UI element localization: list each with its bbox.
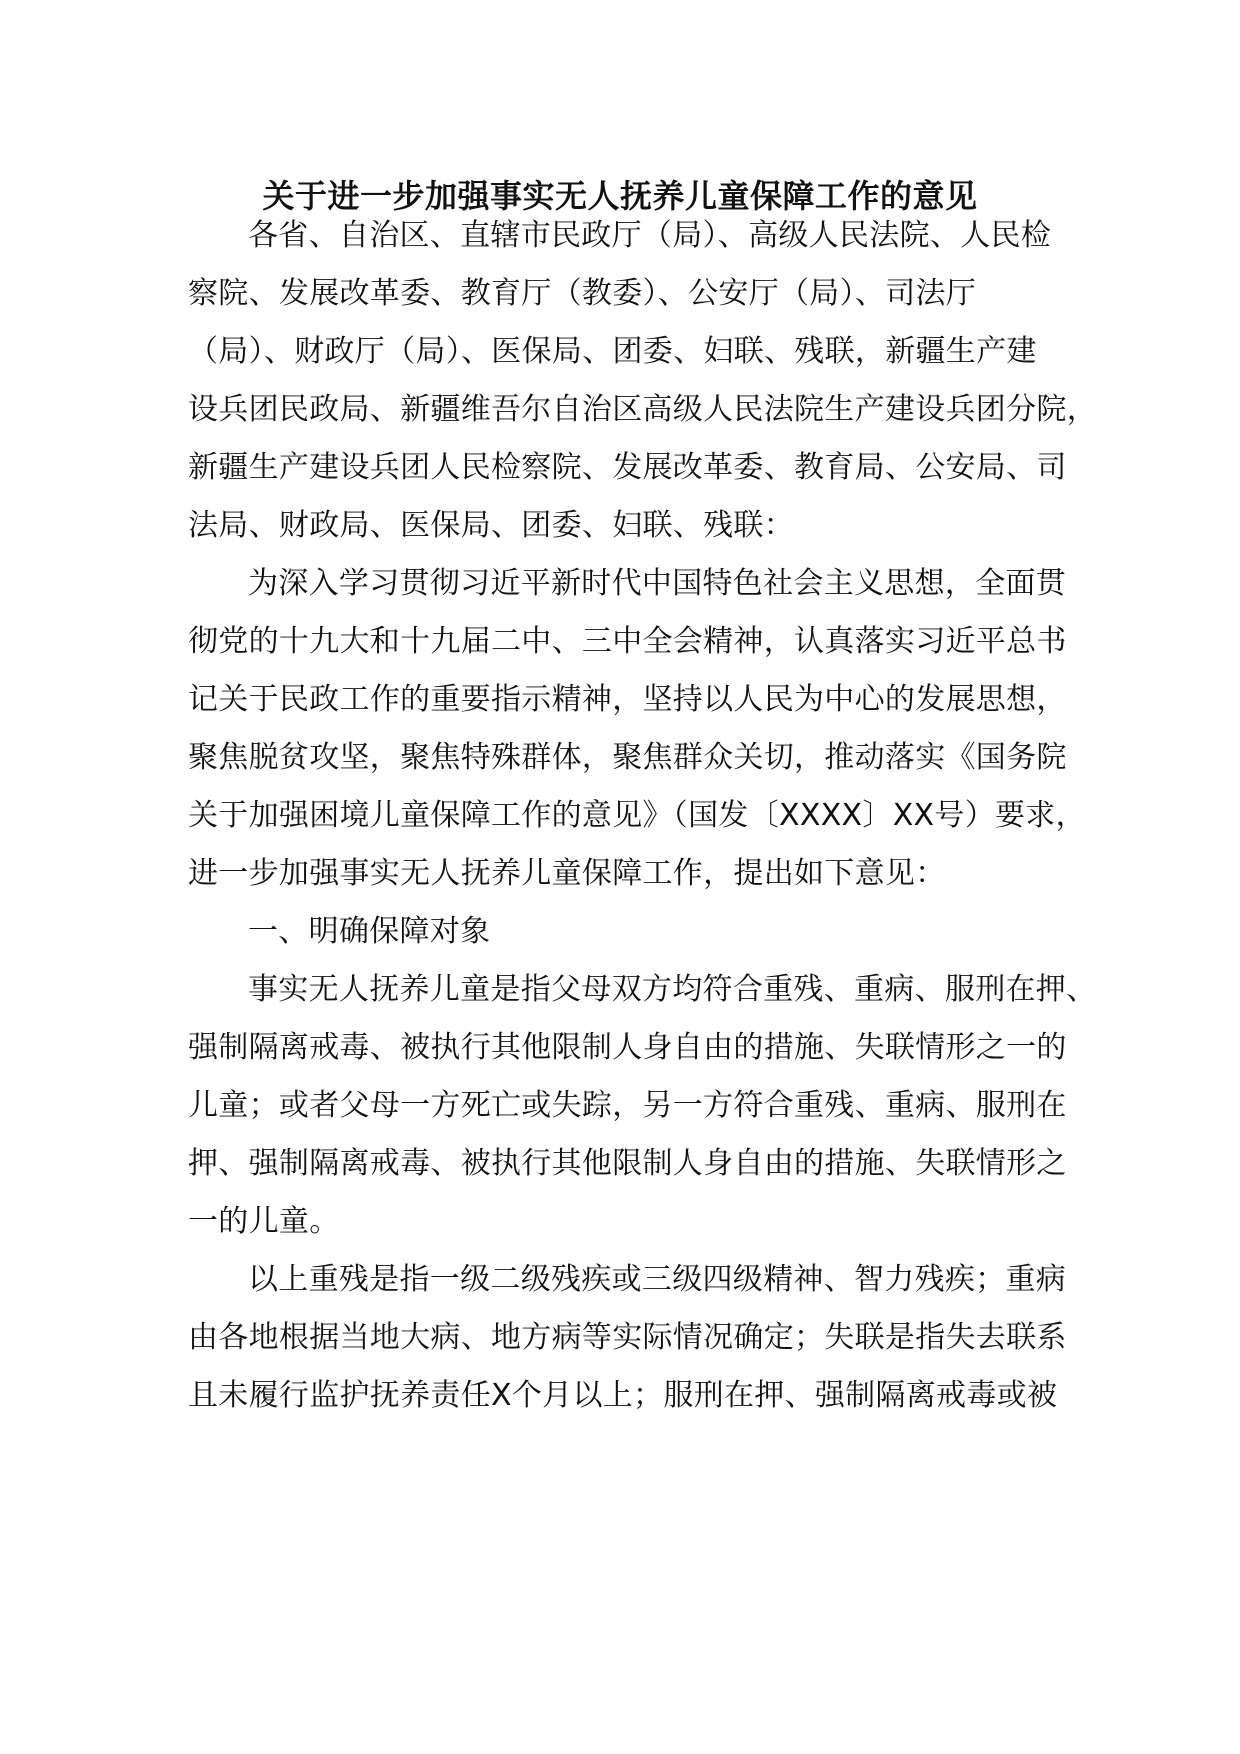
address-line-2: 察院、发展改革委、教育厅（教委）、公安厅（局）、司法厅 bbox=[188, 276, 977, 311]
definition-line-5: 一的儿童。 bbox=[188, 1204, 340, 1239]
address-line-6: 法局、财政局、医保局、团委、妇联、残联： bbox=[188, 508, 794, 543]
definition-line-3: 儿童；或者父母一方死亡或失踪，另一方符合重残、重病、服刑在 bbox=[188, 1088, 1067, 1123]
intro-line-3: 记关于民政工作的重要指示精神，坚持以人民为中心的发展思想， bbox=[188, 682, 1067, 717]
document-title: 关于进一步加强事实无人抚养儿童保障工作的意见 bbox=[262, 177, 978, 215]
intro-line-5: 关于加强困境儿童保障工作的意见》（国发〔XXXX〕XX号）要求， bbox=[188, 798, 1086, 833]
definition-line-2: 强制隔离戒毒、被执行其他限制人身自由的措施、失联情形之一的 bbox=[188, 1030, 1067, 1065]
intro-line-4: 聚焦脱贫攻坚，聚焦特殊群体，聚焦群众关切，推动落实《国务院 bbox=[188, 740, 1067, 775]
intro-line-2: 彻党的十九大和十九届二中、三中全会精神，认真落实习近平总书 bbox=[188, 624, 1067, 659]
intro-line-1: 为深入学习贯彻习近平新时代中国特色社会主义思想，全面贯 bbox=[248, 566, 1067, 601]
explanation-line-1: 以上重残是指一级二级残疾或三级四级精神、智力残疾；重病 bbox=[248, 1262, 1067, 1297]
definition-line-1: 事实无人抚养儿童是指父母双方均符合重残、重病、服刑在押、 bbox=[248, 972, 1097, 1007]
definition-line-4: 押、强制隔离戒毒、被执行其他限制人身自由的措施、失联情形之 bbox=[188, 1146, 1067, 1181]
explanation-line-2: 由各地根据当地大病、地方病等实际情况确定；失联是指失去联系 bbox=[188, 1320, 1067, 1355]
address-line-5: 新疆生产建设兵团人民检察院、发展改革委、教育局、公安局、司 bbox=[188, 450, 1067, 485]
section-heading: 一、明确保障对象 bbox=[248, 914, 491, 949]
address-line-3: （局）、财政厅（局）、医保局、团委、妇联、残联，新疆生产建 bbox=[188, 334, 1037, 369]
address-line-4: 设兵团民政局、新疆维吾尔自治区高级人民法院生产建设兵团分院， bbox=[188, 392, 1097, 427]
explanation-line-3: 且未履行监护抚养责任X个月以上；服刑在押、强制隔离戒毒或被 bbox=[188, 1378, 1058, 1413]
intro-line-6: 进一步加强事实无人抚养儿童保障工作，提出如下意见： bbox=[188, 856, 946, 891]
address-line-1: 各省、自治区、直辖市民政厅（局）、高级人民法院、人民检 bbox=[248, 218, 1052, 253]
